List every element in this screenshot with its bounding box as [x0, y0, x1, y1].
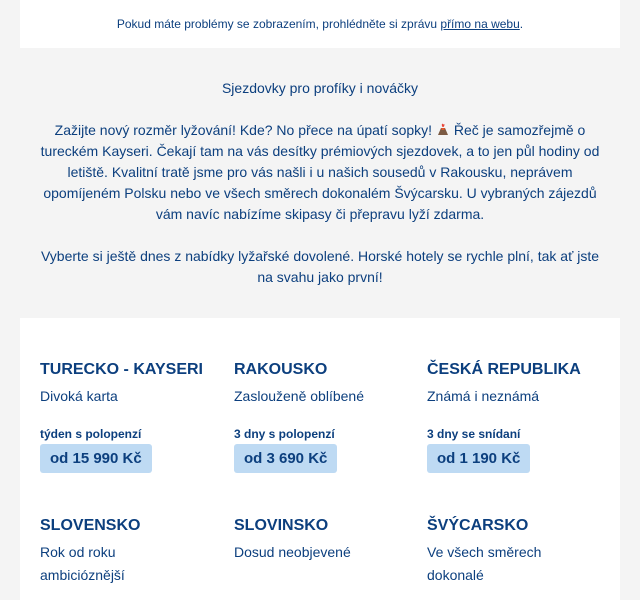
- offer-card[interactable]: [40, 360, 225, 473]
- offer-tagline: Divoká karta: [40, 388, 118, 404]
- preheader-suffix: .: [519, 17, 524, 31]
- offer-tagline: Zaslouženě oblíbené: [234, 388, 364, 404]
- offer-tagline: Ve všech směrech dokonalé: [427, 544, 542, 583]
- offer-tagline: Známá i neznámá: [427, 388, 540, 404]
- offer-card[interactable]: [234, 516, 419, 564]
- volcano-icon: [436, 121, 450, 134]
- offer-duration: 3 dny s polopenzí: [234, 427, 335, 441]
- view-online-link[interactable]: přímo na webu: [440, 17, 520, 31]
- intro-section: [20, 48, 620, 318]
- offer-duration: týden s polopenzí: [40, 427, 142, 441]
- offer-card[interactable]: [427, 360, 612, 473]
- intro-heading: Sjezdovky pro profíky i nováčky: [221, 80, 419, 96]
- offer-tagline: Rok od roku ambicióznější: [40, 544, 125, 583]
- offer-price-button[interactable]: od 15 990 Kč: [40, 444, 152, 473]
- offer-country[interactable]: RAKOUSKO: [234, 361, 328, 378]
- offer-duration: 3 dny se snídaní: [427, 427, 521, 441]
- offer-tagline: Dosud neobjevené: [234, 544, 351, 560]
- intro-paragraph-2: Vyberte si ještě dnes z nabídky lyžařské dovolené. Horské hotely se rychle plní, tak ať jste na svahu jako první!: [40, 248, 599, 285]
- offer-country[interactable]: ŠVÝCARSKO: [427, 517, 529, 534]
- intro-text-start: Zažijte nový rozměr lyžování! Kde? No přece na úpatí sopky!: [54, 122, 436, 138]
- offer-card[interactable]: [234, 360, 419, 473]
- offer-price-button[interactable]: od 3 690 Kč: [234, 444, 337, 473]
- intro-text-end: Řeč je samozřejmě o tureckém Kayseri. Čekají tam na vás desítky prémiových sjezdovek, a to jen půl hodiny od letiště. Kvalitní tratě jsme pro vás našli i u našich sousedů v Rakousku, neprávem opomíjeném Polsku nebo ve všech směrech dokonalém Švýcarsku. U vybraných zájezdů vám navíc nabízíme skipasy či přepravu lyží zdarma.: [40, 122, 600, 222]
- offer-country[interactable]: ČESKÁ REPUBLIKA: [427, 361, 581, 378]
- offer-country[interactable]: SLOVENSKO: [40, 517, 141, 534]
- offer-price-button[interactable]: od 1 190 Kč: [427, 444, 530, 473]
- offer-card[interactable]: [40, 516, 150, 587]
- intro-paragraph-1: [40, 120, 600, 225]
- offer-card[interactable]: [427, 516, 562, 587]
- offer-country[interactable]: TURECKO - KAYSERI: [40, 361, 203, 378]
- offer-country[interactable]: SLOVINSKO: [234, 517, 329, 534]
- offers-panel: [20, 318, 620, 600]
- preheader-text: Pokud máte problémy se zobrazením, prohlédněte si zprávu: [116, 17, 441, 31]
- preheader: [20, 0, 620, 48]
